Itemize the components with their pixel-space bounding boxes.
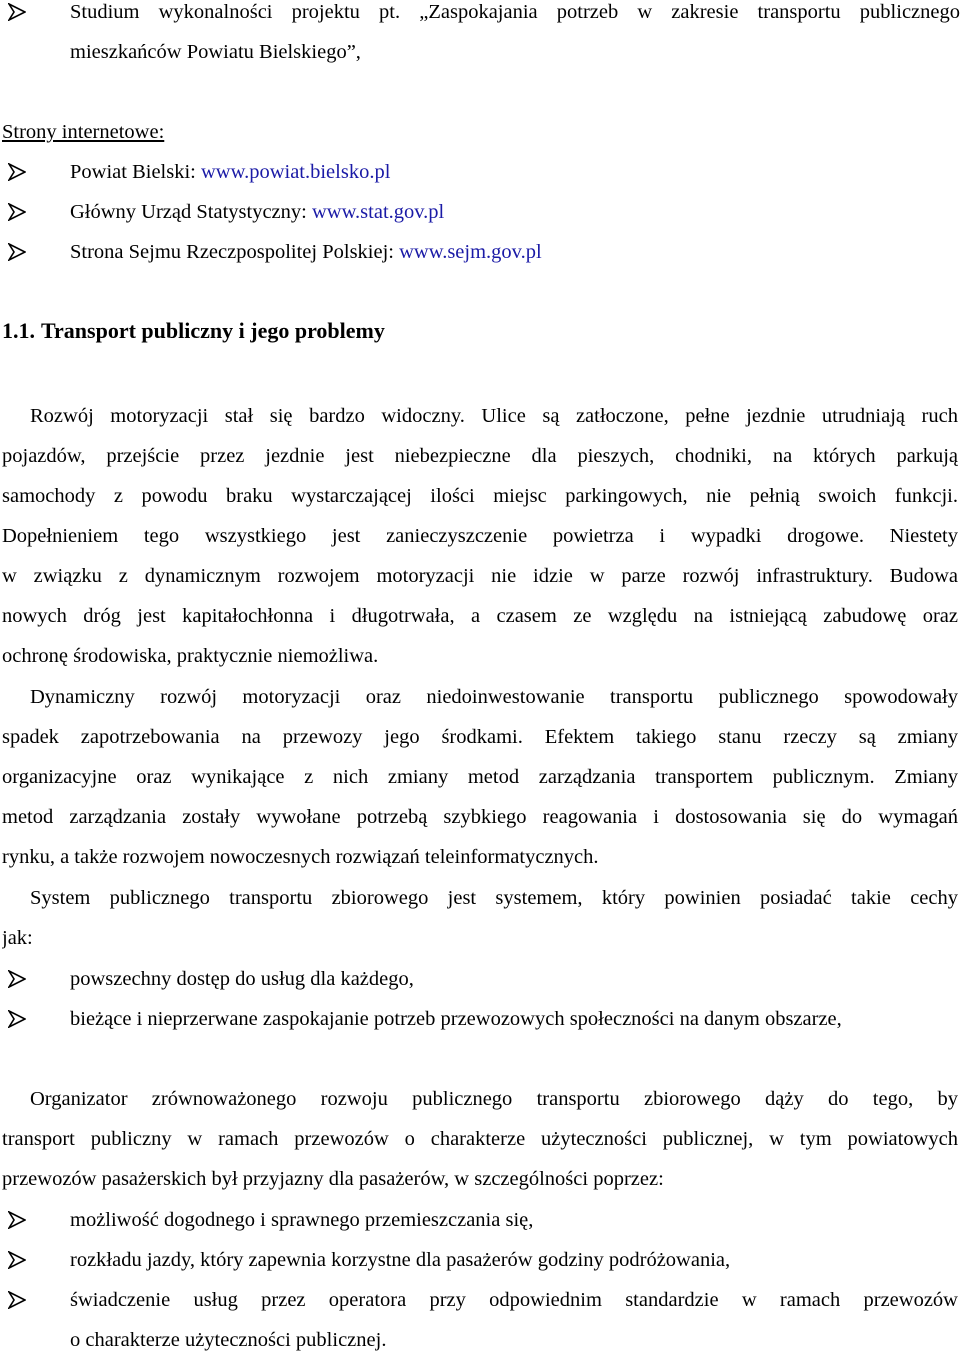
powiat-bielski-link[interactable]: www.powiat.bielsko.pl (200, 161, 391, 183)
paragraph-line: jak: (2, 927, 33, 949)
arrowhead-bullet-icon (8, 1240, 48, 1280)
paragraph-line: Rozwój motoryzacji stał się bardzo widoczny. Ulice są zatłoczone, pełne jezdnie utrudniają ruch (30, 405, 958, 427)
link-label: Główny Urząd Statystyczny: (70, 201, 312, 223)
list-item (0, 959, 960, 999)
links-heading: Strony internetowe: (2, 121, 165, 143)
arrowhead-bullet-icon (8, 959, 48, 999)
paragraph (2, 1079, 958, 1199)
features-list (0, 959, 960, 1039)
gus-link[interactable]: www.stat.gov.pl (311, 201, 445, 223)
paragraph-line: ochronę środowiska, praktycznie niemożliwa. (2, 645, 379, 667)
list-item (0, 1200, 960, 1240)
paragraph-line: Organizator zrównoważonego rozwoju publicznego transportu zbiorowego dąży do tego, by (30, 1088, 958, 1110)
arrowhead-bullet-icon (8, 192, 48, 232)
arrowhead-bullet-icon (8, 999, 48, 1039)
paragraph-line: transport publiczny w ramach przewozów o charakterze użyteczności publicznej, w tym powiatowych (2, 1128, 958, 1150)
arrowhead-bullet-icon (8, 1200, 48, 1240)
paragraph-line: System publicznego transportu zbiorowego jest systemem, który powinien posiadać takie cechy (30, 887, 958, 909)
section-number: 1.1. (2, 318, 35, 343)
paragraph-line: rynku, a także rozwojem nowoczesnych rozwiązań teleinformatycznych. (2, 846, 599, 868)
paragraph-line: metod zarządzania zostały wywołane potrzebą szybkiego reagowania i dostosowania się do wymagań (2, 806, 958, 828)
paragraph-line: samochody z powodu braku wystarczającej ilości miejsc parkingowych, nie pełnią swoich funkcji. (2, 485, 958, 507)
paragraph-line: przewozów pasażerskich był przyjazny dla pasażerów, w szczególności poprzez: (2, 1168, 664, 1190)
list-item (0, 1280, 960, 1360)
section-heading (2, 311, 385, 351)
list-item-text: bieżące i nieprzerwane zaspokajanie potrzeb przewozowych społeczności na danym obszarze, (70, 1008, 842, 1030)
list-item-text-line: świadczenie usług przez operatora przy odpowiednim standardzie w ramach przewozów (70, 1289, 958, 1311)
top-list (0, 0, 960, 72)
list-item-text-line: o charakterze użyteczności publicznej. (70, 1329, 387, 1351)
list-item (0, 192, 960, 232)
paragraph (2, 396, 958, 676)
arrowhead-bullet-icon (8, 232, 48, 272)
list-item-text: rozkładu jazdy, który zapewnia korzystne dla pasażerów godziny podróżowania, (70, 1249, 731, 1271)
list-item-text-line: Studium wykonalności projektu pt. „Zaspokajania potrzeb w zakresie transportu publicznego (70, 1, 960, 23)
list-item (0, 999, 960, 1039)
paragraph (2, 677, 958, 877)
list-item-text: powszechny dostęp do usług dla każdego, (70, 968, 414, 990)
list-item (0, 232, 960, 272)
link-label: Strona Sejmu Rzeczpospolitej Polskiej: (70, 241, 400, 263)
paragraph-line: nowych dróg jest kapitałochłonna i długotrwała, a czasem ze względu na istniejącą zabudowę oraz (2, 605, 958, 627)
paragraph-line: w związku z dynamicznym rozwojem motoryzacji nie idzie w parze rozwój infrastruktury. Budowa (2, 565, 958, 587)
paragraph-line: organizacyjne oraz wynikające z nich zmiany metod zarządzania transportem publicznym. Zmiany (2, 766, 958, 788)
paragraph-line: Dynamiczny rozwój motoryzacji oraz niedoinwestowanie transportu publicznego spowodowały (30, 686, 958, 708)
list-item-text: możliwość dogodnego i sprawnego przemieszczania się, (70, 1209, 534, 1231)
links-list (0, 152, 960, 272)
list-item (0, 0, 960, 72)
list-item (0, 152, 960, 192)
sejm-link[interactable]: www.sejm.gov.pl (399, 241, 542, 263)
arrowhead-bullet-icon (8, 0, 48, 32)
section-title: Transport publiczny i jego problemy (41, 318, 385, 343)
means-list (0, 1200, 960, 1360)
link-label: Powiat Bielski: (70, 161, 201, 183)
list-item-text-line: mieszkańców Powiatu Bielskiego”, (70, 41, 361, 63)
arrowhead-bullet-icon (8, 1280, 48, 1320)
paragraph-line: spadek zapotrzebowania na przewozy jego środkami. Efektem takiego stanu rzeczy są zmiany (2, 726, 958, 748)
arrowhead-bullet-icon (8, 152, 48, 192)
paragraph-line: pojazdów, przejście przez jezdnie jest niebezpieczne dla pieszych, chodniki, na których parkują (2, 445, 958, 467)
paragraph-line: Dopełnieniem tego wszystkiego jest zanieczyszczenie powietrza i wypadki drogowe. Niestety (2, 525, 958, 547)
list-item (0, 1240, 960, 1280)
paragraph (2, 878, 958, 958)
